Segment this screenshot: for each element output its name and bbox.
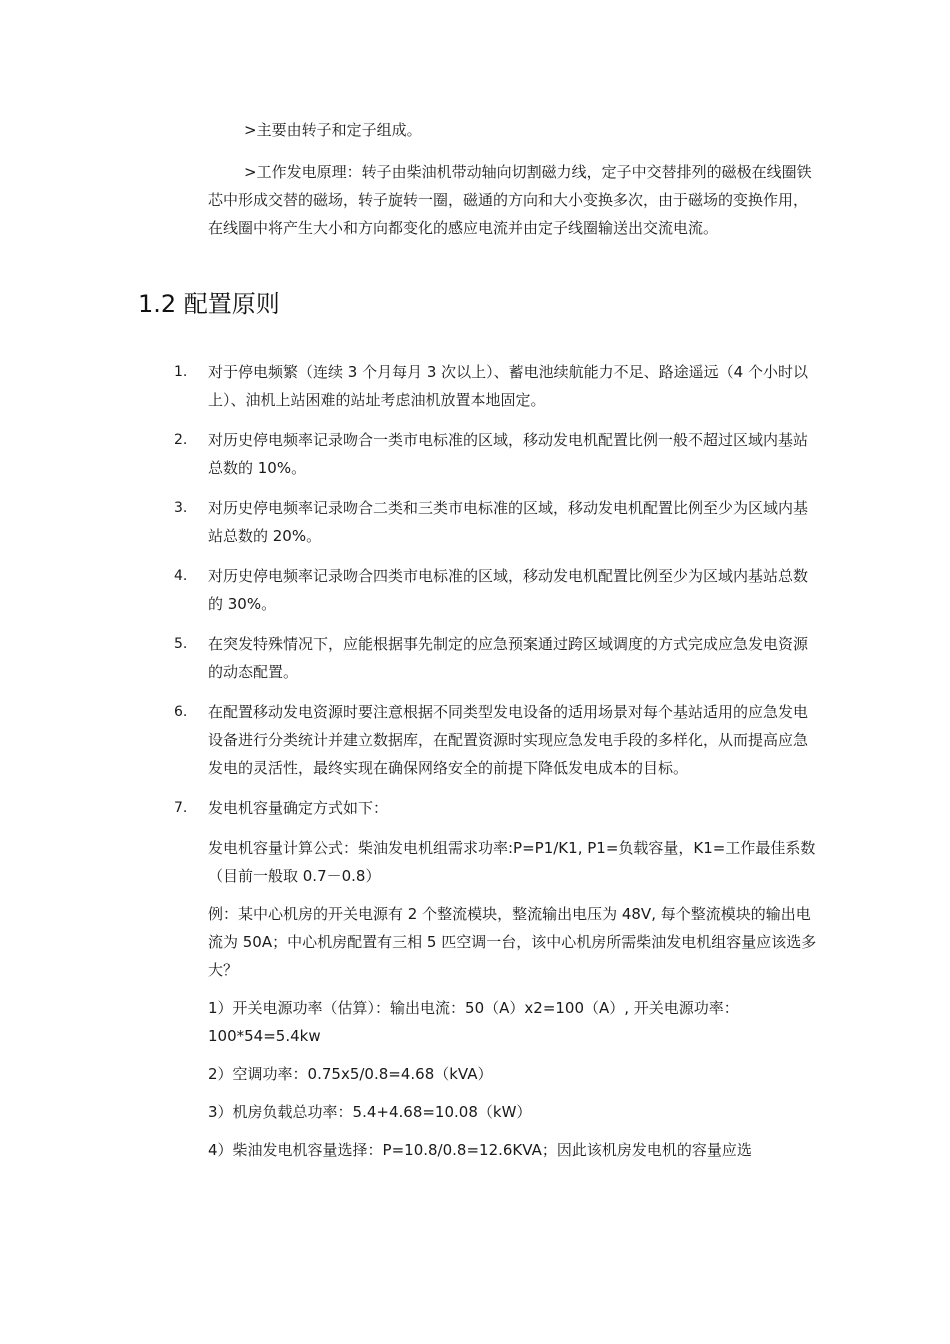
list-item-text: 在突发特殊情况下，应能根据事先制定的应急预案通过跨区域调度的方式完成应急发电资源的动态配置。	[208, 635, 809, 681]
intro-paragraph-principle	[208, 158, 820, 242]
principles-list	[138, 358, 828, 1174]
list-item-number: 2.	[174, 432, 188, 448]
list-item-text: 发电机容量确定方式如下：	[208, 799, 389, 817]
list-item	[138, 698, 820, 782]
list-item-text: 对历史停电频率记录吻合四类市电标准的区域，移动发电机配置比例至少为区域内基站总数的 30%。	[208, 567, 809, 613]
intro-paragraph-principle-text: >工作发电原理：转子由柴油机带动轴向切割磁力线，定子中交替排列的磁极在线圈铁芯中形成交替的磁场，转子旋转一圈，磁通的方向和大小变换多次，由于磁场的变换作用，在线圈中将产生大小和方向都变化的感应电流并由定子线圈输送出交流电流。	[208, 163, 812, 237]
list-item-number: 7.	[174, 800, 188, 816]
section-heading: 1.2 配置原则	[138, 290, 280, 318]
intro-paragraph-composition: >主要由转子和定子组成。	[244, 121, 422, 139]
list-item-number: 4.	[174, 568, 188, 584]
list-item-text: 对历史停电频率记录吻合一类市电标准的区域，移动发电机配置比例一般不超过区域内基站总数的 10%。	[208, 431, 809, 477]
list-item-number: 5.	[174, 636, 188, 652]
calc-step-1: 1）开关电源功率（估算）：输出电流：50（A）x2=100（A）, 开关电源功率：100*54=5.4kw	[208, 999, 739, 1045]
list-item	[138, 794, 820, 822]
list-item	[138, 630, 820, 686]
list-item-number: 6.	[174, 704, 188, 720]
list-item	[138, 358, 820, 414]
calc-step-4: 4）柴油发电机容量选择：P=10.8/0.8=12.6KVA；因此该机房发电机的容量应选	[208, 1141, 752, 1159]
calc-step-3: 3）机房负载总功率：5.4+4.68=10.08（kW）	[208, 1103, 532, 1121]
list-item-number: 3.	[174, 500, 188, 516]
list-item	[138, 562, 820, 618]
list-item-number: 1.	[174, 364, 188, 380]
list-item-text: 对于停电频繁（连续 3 个月每月 3 次以上）、蓄电池续航能力不足、路途遥远（4 个小时以上）、油机上站困难的站址考虑油机放置本地固定。	[208, 363, 808, 409]
list-item-text: 在配置移动发电资源时要注意根据不同类型发电设备的适用场景对每个基站适用的应急发电设备进行分类统计并建立数据库，在配置资源时实现应急发电手段的多样化，从而提高应急发电的灵活性，最终实现在确保网络安全的前提下降低发电成本的目标。	[208, 703, 809, 777]
capacity-formula: 发电机容量计算公式：柴油发电机组需求功率:P=P1/K1, P1=负载容量，K1=工作最佳系数（目前一般取 0.7－0.8）	[208, 839, 816, 885]
list-item-text: 对历史停电频率记录吻合二类和三类市电标准的区域，移动发电机配置比例至少为区域内基站总数的 20%。	[208, 499, 809, 545]
list-item	[138, 494, 820, 550]
calc-step-2: 2）空调功率：0.75x5/0.8=4.68（kVA）	[208, 1065, 493, 1083]
example-question: 例：某中心机房的开关电源有 2 个整流模块，整流输出电压为 48V, 每个整流模块的输出电流为 50A；中心机房配置有三相 5 匹空调一台，该中心机房所需柴油发电机组容量应该选多大？	[208, 905, 817, 979]
list-item	[138, 426, 820, 482]
